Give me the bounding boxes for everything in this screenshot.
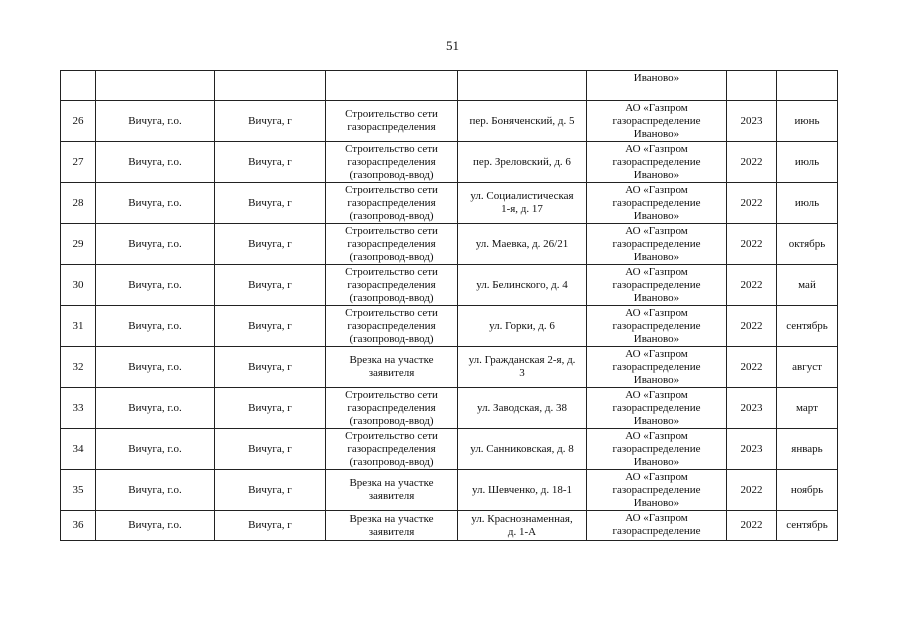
address-cell <box>458 347 587 388</box>
work-type-cell-line: Строительство сети <box>345 142 438 155</box>
operator-cell-line: АО «Газпром <box>625 265 688 278</box>
number-cell: 29 <box>61 224 96 265</box>
month-cell: сентябрь <box>777 511 838 541</box>
operator-cell-line: Иваново» <box>633 168 680 181</box>
year-cell: 2022 <box>727 142 777 183</box>
operator-cell-line: Иваново» <box>633 127 680 140</box>
operator-cell <box>587 511 727 541</box>
year-cell: 2023 <box>727 388 777 429</box>
address-cell <box>458 388 587 429</box>
year-cell: 2023 <box>727 101 777 142</box>
address-cell <box>458 183 587 224</box>
district-cell: Вичуга, г.о. <box>96 511 215 541</box>
month-cell: июнь <box>777 101 838 142</box>
work-type-cell-line: Строительство сети <box>345 265 438 278</box>
table-row <box>61 306 838 347</box>
address-cell-line: 3 <box>519 367 525 379</box>
work-type-cell-line: газораспределения <box>347 237 436 250</box>
number-cell: 27 <box>61 142 96 183</box>
year-cell: 2022 <box>727 306 777 347</box>
work-type-cell-line: заявителя <box>368 490 415 502</box>
operator-cell <box>587 101 727 142</box>
work-type-cell-line: газораспределения <box>347 196 436 209</box>
operator-cell-line: АО «Газпром <box>625 224 688 237</box>
operator-cell-line: газораспределение <box>612 114 701 127</box>
operator-cell: Иваново» <box>587 71 727 101</box>
table-row <box>61 388 838 429</box>
operator-cell-line: газораспределение <box>612 525 701 537</box>
work-type-cell <box>326 101 458 142</box>
work-type-cell-line: заявителя <box>368 367 415 379</box>
locality-cell: Вичуга, г <box>215 265 326 306</box>
operator-cell-line: Иваново» <box>633 291 680 304</box>
number-cell: 31 <box>61 306 96 347</box>
month-cell: сентябрь <box>777 306 838 347</box>
operator-cell-line: Иваново» <box>633 332 680 345</box>
table-row <box>61 265 838 306</box>
page-number: 51 <box>446 38 459 53</box>
address-cell-line: пер. Зреловский, д. 6 <box>473 155 571 168</box>
address-cell <box>458 429 587 470</box>
number-cell: 28 <box>61 183 96 224</box>
work-type-cell <box>326 429 458 470</box>
address-cell <box>458 265 587 306</box>
operator-cell-line: Иваново» <box>633 373 680 386</box>
operator-cell-line: газораспределение <box>612 278 701 291</box>
number-cell: 34 <box>61 429 96 470</box>
number-cell: 26 <box>61 101 96 142</box>
table-row <box>61 183 838 224</box>
table-row <box>61 470 838 511</box>
gas-works-table <box>60 70 838 541</box>
address-cell <box>458 224 587 265</box>
work-type-cell-line: Строительство сети <box>345 306 438 319</box>
address-cell-line: 1-я, д. 17 <box>501 203 543 215</box>
locality-cell: Вичуга, г <box>215 306 326 347</box>
address-cell-line: ул. Заводская, д. 38 <box>477 401 567 414</box>
work-type-cell-line: газораспределения <box>347 155 436 168</box>
operator-cell-line: газораспределение <box>612 155 701 168</box>
month-cell: октябрь <box>777 224 838 265</box>
address-cell-line: ул. Санниковская, д. 8 <box>470 442 574 455</box>
operator-cell-line: Иваново» <box>633 209 680 222</box>
work-type-cell-line: (газопровод-ввод) <box>349 414 434 427</box>
operator-cell <box>587 347 727 388</box>
operator-cell-line: газораспределение <box>612 483 701 496</box>
address-cell <box>458 511 587 541</box>
district-cell: Вичуга, г.о. <box>96 101 215 142</box>
work-type-cell-line: (газопровод-ввод) <box>349 209 434 222</box>
continuation-row <box>61 71 838 101</box>
work-type-cell <box>326 511 458 541</box>
work-type-cell-line: газораспределения <box>347 319 436 332</box>
operator-cell-line: АО «Газпром <box>625 142 688 155</box>
work-type-cell <box>326 388 458 429</box>
number-cell: 36 <box>61 511 96 541</box>
work-type-cell-line: газораспределения <box>347 442 436 455</box>
work-type-cell-line: Врезка на участке <box>349 354 434 366</box>
year-cell: 2022 <box>727 511 777 541</box>
year-cell: 2022 <box>727 224 777 265</box>
work-type-cell-line: (газопровод-ввод) <box>349 332 434 345</box>
district-cell: Вичуга, г.о. <box>96 388 215 429</box>
district-cell: Вичуга, г.о. <box>96 347 215 388</box>
address-cell-line: ул. Шевченко, д. 18-1 <box>471 483 573 496</box>
work-type-cell-line: Строительство сети <box>345 388 438 401</box>
table-row <box>61 101 838 142</box>
district-cell: Вичуга, г.о. <box>96 429 215 470</box>
locality-cell: Вичуга, г <box>215 511 326 541</box>
district-cell: Вичуга, г.о. <box>96 306 215 347</box>
district-cell: Вичуга, г.о. <box>96 470 215 511</box>
address-cell <box>458 306 587 347</box>
operator-cell-line: АО «Газпром <box>625 101 688 114</box>
year-cell: 2022 <box>727 265 777 306</box>
operator-cell-line: Иваново» <box>633 414 680 427</box>
number-cell: 33 <box>61 388 96 429</box>
address-cell-line: ул. Маевка, д. 26/21 <box>475 237 569 250</box>
work-type-cell <box>326 306 458 347</box>
operator-cell-line: газораспределение <box>612 319 701 332</box>
table-row <box>61 347 838 388</box>
operator-cell <box>587 224 727 265</box>
address-cell-line: ул. Горки, д. 6 <box>489 319 555 332</box>
work-type-cell <box>326 183 458 224</box>
number-cell: 30 <box>61 265 96 306</box>
work-type-cell <box>326 224 458 265</box>
operator-cell-line: газораспределение <box>612 237 701 250</box>
year-cell: 2022 <box>727 470 777 511</box>
operator-cell-line: Иваново» <box>633 496 680 509</box>
work-type-cell-line: газораспределения <box>347 278 436 291</box>
locality-cell: Вичуга, г <box>215 388 326 429</box>
address-cell <box>458 101 587 142</box>
work-type-cell-line: газораспределения <box>347 121 436 133</box>
address-cell-line: пер. Боняченский, д. 5 <box>469 114 575 127</box>
locality-cell: Вичуга, г <box>215 347 326 388</box>
year-cell: 2022 <box>727 347 777 388</box>
work-type-cell-line: Врезка на участке <box>349 512 434 525</box>
locality-cell: Вичуга, г <box>215 429 326 470</box>
work-type-cell <box>326 142 458 183</box>
month-cell: июль <box>777 142 838 183</box>
month-cell: июль <box>777 183 838 224</box>
month-cell: ноябрь <box>777 470 838 511</box>
operator-cell-line: газораспределение <box>612 196 701 209</box>
locality-cell: Вичуга, г <box>215 470 326 511</box>
work-type-cell-line: заявителя <box>368 525 415 538</box>
operator-cell <box>587 142 727 183</box>
district-cell: Вичуга, г.о. <box>96 183 215 224</box>
operator-cell-line: газораспределение <box>612 360 701 373</box>
work-type-cell-line: (газопровод-ввод) <box>349 168 434 181</box>
month-cell: август <box>777 347 838 388</box>
operator-cell-line: АО «Газпром <box>625 306 688 319</box>
address-cell-line: д. 1-А <box>507 525 537 538</box>
locality-cell: Вичуга, г <box>215 224 326 265</box>
table-row <box>61 224 838 265</box>
operator-cell-line: АО «Газпром <box>625 388 688 401</box>
table-row <box>61 142 838 183</box>
table-row <box>61 511 838 541</box>
operator-cell-line: Иваново» <box>633 455 680 468</box>
operator-cell <box>587 429 727 470</box>
operator-cell <box>587 183 727 224</box>
work-type-cell-line: Строительство сети <box>345 429 438 442</box>
address-cell <box>458 470 587 511</box>
month-cell: май <box>777 265 838 306</box>
locality-cell: Вичуга, г <box>215 142 326 183</box>
work-type-cell-line: (газопровод-ввод) <box>349 250 434 263</box>
district-cell: Вичуга, г.о. <box>96 265 215 306</box>
work-type-cell-line: (газопровод-ввод) <box>349 291 434 304</box>
year-cell: 2023 <box>727 429 777 470</box>
operator-cell <box>587 470 727 511</box>
district-cell: Вичуга, г.о. <box>96 224 215 265</box>
address-cell <box>458 142 587 183</box>
operator-cell-line: Иваново» <box>633 250 680 263</box>
operator-cell-line: АО «Газпром <box>625 347 688 360</box>
operator-cell-line: газораспределение <box>612 401 701 414</box>
operator-cell-line: АО «Газпром <box>625 183 688 196</box>
month-cell: январь <box>777 429 838 470</box>
operator-cell <box>587 306 727 347</box>
operator-cell-line: АО «Газпром <box>625 512 688 524</box>
address-cell-line: ул. Белинского, д. 4 <box>476 278 568 291</box>
work-type-cell <box>326 265 458 306</box>
operator-cell <box>587 265 727 306</box>
address-cell-line: ул. Краснознаменная, <box>471 512 573 525</box>
number-cell: 35 <box>61 470 96 511</box>
year-cell: 2022 <box>727 183 777 224</box>
operator-cell-line: АО «Газпром <box>625 470 688 483</box>
district-cell: Вичуга, г.о. <box>96 142 215 183</box>
work-type-cell-line: Врезка на участке <box>349 477 434 489</box>
work-type-cell-line: (газопровод-ввод) <box>349 455 434 468</box>
locality-cell: Вичуга, г <box>215 183 326 224</box>
table-row <box>61 429 838 470</box>
month-cell: март <box>777 388 838 429</box>
locality-cell: Вичуга, г <box>215 101 326 142</box>
address-cell-line: ул. Гражданская 2-я, д. <box>468 354 576 366</box>
address-cell-line: ул. Социалистическая <box>470 190 574 202</box>
work-type-cell-line: Строительство сети <box>345 183 438 196</box>
operator-cell-line: газораспределение <box>612 442 701 455</box>
work-type-cell-line: Строительство сети <box>345 108 438 120</box>
operator-cell <box>587 388 727 429</box>
operator-cell-line: АО «Газпром <box>625 429 688 442</box>
work-type-cell-line: Строительство сети <box>345 224 438 237</box>
work-type-cell <box>326 347 458 388</box>
number-cell: 32 <box>61 347 96 388</box>
work-type-cell-line: газораспределения <box>347 401 436 414</box>
work-type-cell <box>326 470 458 511</box>
